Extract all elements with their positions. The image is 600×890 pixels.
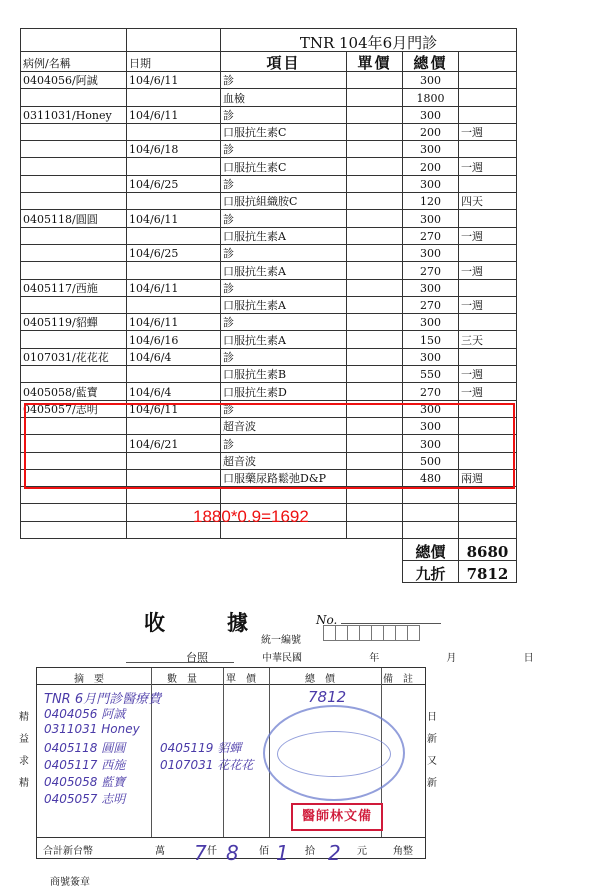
cell-unit [347, 366, 403, 383]
cell-unit [347, 89, 403, 106]
calc-annotation: 1880*0.9=1692 [193, 507, 309, 526]
cell-item: 血檢 [221, 89, 347, 106]
table-row [21, 383, 517, 400]
cell-date: 104/6/25 [127, 244, 221, 261]
col-summary: 摘要 [74, 674, 114, 685]
clinic-seal [263, 705, 405, 801]
cell-total: 120 [403, 193, 459, 210]
handwritten-line: 0405118 圓圓 [44, 741, 126, 755]
payer-line [126, 662, 234, 663]
cell-total: 550 [403, 366, 459, 383]
total-label: 合計新台幣 [43, 846, 93, 857]
cell-total: 500 [403, 452, 459, 469]
cell-total: 300 [403, 175, 459, 192]
cell-total: 300 [403, 72, 459, 89]
cell-note: 一週 [459, 383, 517, 400]
cell-unit [347, 210, 403, 227]
cell-unit [347, 244, 403, 261]
cell-date: 104/6/11 [127, 106, 221, 123]
discount-row [21, 561, 517, 583]
cell-case: 0404056/阿誠 [21, 72, 127, 89]
cell-total: 270 [403, 296, 459, 313]
cell-total: 200 [403, 158, 459, 175]
cell-case [21, 123, 127, 140]
cell-case [21, 193, 127, 210]
cell-unit [347, 383, 403, 400]
cell-date: 104/6/11 [127, 314, 221, 331]
cell-total: 300 [403, 348, 459, 365]
table-row [21, 141, 517, 158]
cell-case [21, 262, 127, 279]
table-row [21, 227, 517, 244]
cell-item: 診 [221, 348, 347, 365]
cell-item: 超音波 [221, 417, 347, 434]
payer-label: 台照 [186, 651, 208, 664]
doctor-stamp: 醫師林文備 [291, 803, 383, 831]
receipt-title: 收據 [144, 610, 310, 635]
highlight-box [24, 403, 515, 489]
handwritten-line: 0405058 藍寶 [44, 775, 126, 789]
cell-item: 口服抗生素A [221, 262, 347, 279]
cell-case: 0405058/藍寶 [21, 383, 127, 400]
header-unit: 單價 [347, 52, 403, 72]
table-row [21, 123, 517, 140]
cell-note [459, 89, 517, 106]
cell-total: 300 [403, 417, 459, 434]
cell-item: 診 [221, 141, 347, 158]
sheet-header-row [21, 52, 517, 72]
cell-date [127, 89, 221, 106]
cell-date: 104/6/11 [127, 400, 221, 417]
cell-total: 150 [403, 331, 459, 348]
cell-note: 一週 [459, 262, 517, 279]
handwritten-line: TNR 6月門診醫療費 [44, 692, 162, 707]
cell-date [127, 366, 221, 383]
cell-total: 300 [403, 400, 459, 417]
cell-unit [347, 331, 403, 348]
cell-item: 口服抗生素C [221, 158, 347, 175]
table-row [21, 158, 517, 175]
cell-total: 480 [403, 469, 459, 486]
header-date: 日期 [127, 52, 221, 72]
cell-note: 一週 [459, 296, 517, 313]
cell-date: 104/6/16 [127, 331, 221, 348]
cell-note [459, 106, 517, 123]
table-row [21, 331, 517, 348]
cell-case [21, 158, 127, 175]
sheet-title-row [21, 29, 517, 52]
cell-note: 三天 [459, 331, 517, 348]
cell-unit [347, 314, 403, 331]
cell-item: 診 [221, 175, 347, 192]
cell-item: 診 [221, 400, 347, 417]
table-row [21, 193, 517, 210]
table-row [21, 210, 517, 227]
col-unit-price: 單價 [226, 674, 266, 685]
cell-unit [347, 193, 403, 210]
cell-note [459, 141, 517, 158]
table-row [21, 244, 517, 261]
cell-note [459, 210, 517, 227]
cell-case [21, 331, 127, 348]
discount-row-value: 7812 [459, 561, 517, 583]
cell-note: 兩週 [459, 469, 517, 486]
cell-item: 口服抗生素C [221, 123, 347, 140]
cell-total: 300 [403, 314, 459, 331]
side-motto-right: 日 新 又 新 [427, 712, 437, 789]
cell-case [21, 296, 127, 313]
cell-case: 0405119/貂蟬 [21, 314, 127, 331]
cell-unit [347, 227, 403, 244]
cell-note: 一週 [459, 227, 517, 244]
cell-item: 診 [221, 72, 347, 89]
handwritten-line: 0311031 Honey [44, 722, 140, 736]
cell-note [459, 314, 517, 331]
col-total: 總價 [305, 674, 345, 685]
table-row [21, 366, 517, 383]
cell-item: 診 [221, 210, 347, 227]
cell-note: 一週 [459, 123, 517, 140]
cell-total: 200 [403, 123, 459, 140]
header-note [459, 52, 517, 72]
table-row [21, 89, 517, 106]
date-year: 年 [369, 653, 380, 664]
cell-item: 口服藥尿路鬆弛D&P [221, 469, 347, 486]
cell-total: 300 [403, 210, 459, 227]
cell-case [21, 89, 127, 106]
table-row [21, 175, 517, 192]
table-row [21, 314, 517, 331]
sheet-title: TNR 104年6月門診 [221, 29, 517, 52]
blank-row [21, 487, 517, 504]
cell-total: 300 [403, 279, 459, 296]
cell-item: 診 [221, 244, 347, 261]
cell-date: 104/6/11 [127, 72, 221, 89]
handwritten-total-digit: 2 [328, 841, 341, 865]
uniform-number-label: 統一編號 [261, 635, 301, 646]
cell-date [127, 158, 221, 175]
table-row [21, 296, 517, 313]
table-row [21, 262, 517, 279]
cell-item: 口服抗組織胺C [221, 193, 347, 210]
col-remark: 備註 [383, 674, 423, 685]
cell-unit [347, 106, 403, 123]
cell-unit [347, 158, 403, 175]
cell-date: 104/6/4 [127, 383, 221, 400]
cell-note [459, 72, 517, 89]
cell-total: 300 [403, 106, 459, 123]
cell-note [459, 348, 517, 365]
uniform-number-boxes [324, 625, 420, 641]
cell-unit [347, 262, 403, 279]
cell-case [21, 244, 127, 261]
handwritten-total-digit: 7 [194, 841, 207, 865]
handwritten-line: 0405117 西施 [44, 758, 126, 772]
cell-case [21, 141, 127, 158]
cell-item: 診 [221, 435, 347, 452]
cell-note: 一週 [459, 158, 517, 175]
cell-unit [347, 123, 403, 140]
cell-note [459, 279, 517, 296]
cell-unit [347, 296, 403, 313]
cell-case: 0405057/志明 [21, 400, 127, 417]
cell-item: 口服抗生素D [221, 383, 347, 400]
cell-date: 104/6/21 [127, 435, 221, 452]
cell-date [127, 123, 221, 140]
header-item: 項目 [221, 52, 347, 72]
cell-total: 300 [403, 244, 459, 261]
cell-total: 270 [403, 227, 459, 244]
receipt-footer: 商號簽章 [50, 877, 90, 888]
header-total: 總價 [403, 52, 459, 72]
cell-note [459, 244, 517, 261]
cell-unit [347, 72, 403, 89]
cell-item: 口服抗生素A [221, 331, 347, 348]
date-prefix: 中華民國 [262, 653, 302, 664]
receipt-no-label: No. [316, 613, 338, 627]
header-case: 病例/名稱 [21, 52, 127, 72]
discount-row-label: 九折 [403, 561, 459, 583]
cell-date: 104/6/11 [127, 210, 221, 227]
cell-date [127, 193, 221, 210]
cell-item: 口服抗生素A [221, 227, 347, 244]
cell-item: 口服抗生素B [221, 366, 347, 383]
cell-total: 1800 [403, 89, 459, 106]
receipt-date [262, 649, 568, 664]
cell-item: 診 [221, 314, 347, 331]
receipt [8, 585, 588, 888]
cell-case [21, 227, 127, 244]
cell-item: 口服抗生素A [221, 296, 347, 313]
cell-case: 0107031/花花花 [21, 348, 127, 365]
cell-date [127, 296, 221, 313]
receipt-no-line [341, 623, 441, 624]
cell-total: 270 [403, 383, 459, 400]
handwritten-total-digit: 1 [276, 841, 289, 865]
receipt-header-row [37, 668, 425, 685]
side-motto-left: 精 益 求 精 [19, 712, 29, 789]
cell-date: 104/6/18 [127, 141, 221, 158]
cell-case: 0311031/Honey [21, 106, 127, 123]
table-row [21, 279, 517, 296]
handwritten-amount: 7812 [308, 688, 347, 706]
cell-date [127, 227, 221, 244]
table-row [21, 106, 517, 123]
date-day: 日 [523, 653, 534, 664]
cell-note: 四天 [459, 193, 517, 210]
cell-total: 270 [403, 262, 459, 279]
handwritten-extra: 0107031 花花花 [160, 758, 254, 772]
handwritten-line: 0404056 阿誠 [44, 707, 126, 721]
cell-case: 0405118/圓圓 [21, 210, 127, 227]
cell-unit [347, 141, 403, 158]
cell-date [127, 262, 221, 279]
receipt-total-row: 合計新台幣 萬 仟 佰 拾 元 角整 [37, 837, 425, 858]
sum-row-value: 8680 [459, 539, 517, 561]
sum-row-label: 總價 [403, 539, 459, 561]
handwritten-total-digit: 8 [226, 841, 239, 865]
cell-item: 診 [221, 106, 347, 123]
date-month: 月 [446, 653, 457, 664]
cell-total: 300 [403, 435, 459, 452]
cell-date: 104/6/11 [127, 279, 221, 296]
cell-date: 104/6/25 [127, 175, 221, 192]
billing-sheet [20, 28, 517, 583]
cell-case: 0405117/西施 [21, 279, 127, 296]
cell-unit [347, 279, 403, 296]
cell-case [21, 175, 127, 192]
cell-unit [347, 348, 403, 365]
cell-item: 超音波 [221, 452, 347, 469]
cell-note [459, 175, 517, 192]
cell-case [21, 366, 127, 383]
table-row [21, 72, 517, 89]
cell-unit [347, 175, 403, 192]
handwritten-line: 0405057 志明 [44, 792, 126, 806]
sum-row [21, 539, 517, 561]
cell-date: 104/6/4 [127, 348, 221, 365]
cell-total: 300 [403, 141, 459, 158]
col-qty: 數量 [167, 674, 207, 685]
cell-item: 診 [221, 279, 347, 296]
table-row [21, 348, 517, 365]
cell-note: 一週 [459, 366, 517, 383]
handwritten-extra: 0405119 貂蟬 [160, 741, 242, 755]
